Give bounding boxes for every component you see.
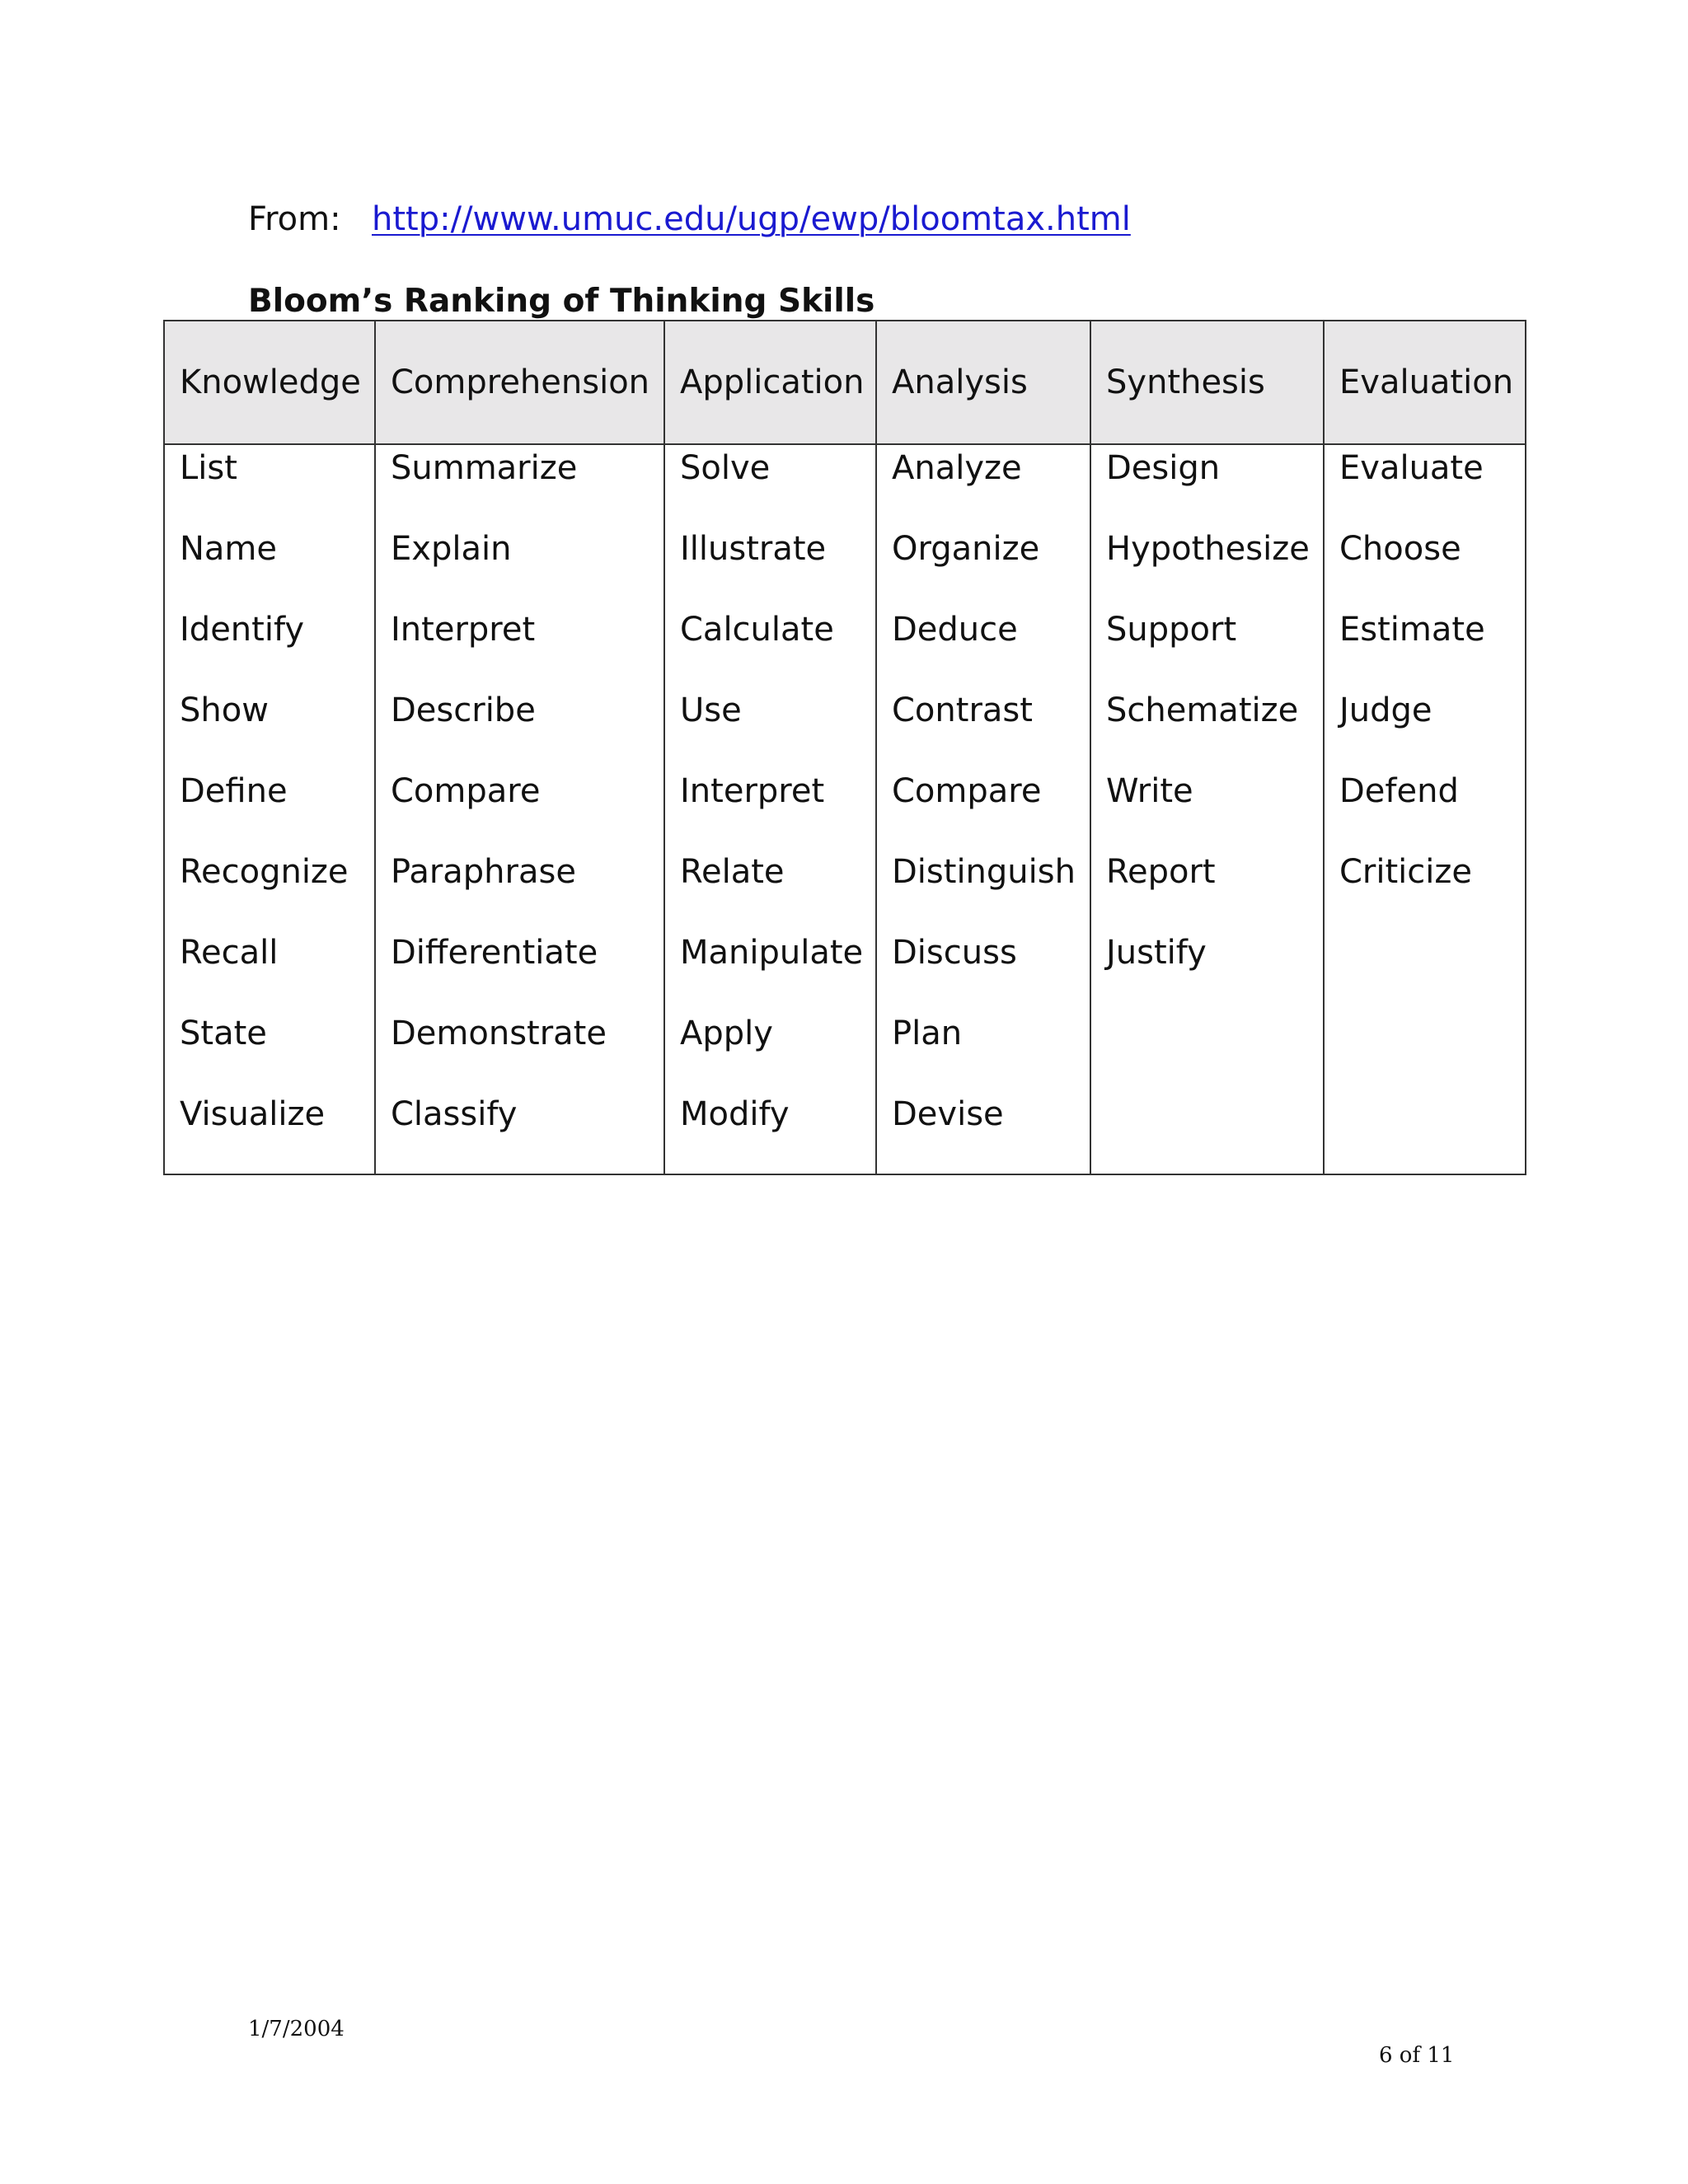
skill-word: Estimate bbox=[1339, 611, 1485, 649]
skill-word: Identify bbox=[180, 611, 304, 649]
skill-word: Evaluate bbox=[1339, 449, 1484, 487]
skill-word: Calculate bbox=[680, 611, 834, 649]
skill-word: Solve bbox=[680, 449, 771, 487]
knowledge-cell bbox=[164, 444, 375, 1174]
skill-word: Criticize bbox=[1339, 853, 1472, 891]
column-heading-synthesis: Synthesis bbox=[1090, 321, 1324, 444]
skill-word: Paraphrase bbox=[391, 853, 576, 891]
skill-word: Justify bbox=[1106, 934, 1207, 972]
skill-word: List bbox=[180, 449, 237, 487]
skill-word: Use bbox=[680, 691, 742, 729]
blooms-skills-table bbox=[163, 320, 1526, 1175]
skill-word: Explain bbox=[391, 530, 512, 568]
column-heading-application: Application bbox=[664, 321, 876, 444]
skill-word: Support bbox=[1106, 611, 1237, 649]
skill-word: Schematize bbox=[1106, 691, 1299, 729]
evaluation-cell bbox=[1324, 444, 1526, 1174]
skill-word: Visualize bbox=[180, 1095, 326, 1133]
skill-word: Demonstrate bbox=[391, 1015, 607, 1052]
skill-word: Contrast bbox=[892, 691, 1033, 729]
skill-word: Distinguish bbox=[892, 853, 1076, 891]
table-header-row bbox=[164, 321, 1526, 444]
synthesis-cell bbox=[1090, 444, 1324, 1174]
skill-word: Modify bbox=[680, 1095, 790, 1133]
skill-word: Relate bbox=[680, 853, 785, 891]
comprehension-cell bbox=[375, 444, 664, 1174]
table-title: Bloom’s Ranking of Thinking Skills bbox=[248, 283, 875, 320]
column-heading-evaluation: Evaluation bbox=[1324, 321, 1526, 444]
column-heading-comprehension: Comprehension bbox=[375, 321, 664, 444]
column-heading-knowledge: Knowledge bbox=[164, 321, 375, 444]
skill-word: Design bbox=[1106, 449, 1221, 487]
skill-word: Apply bbox=[680, 1015, 773, 1052]
skill-word: Illustrate bbox=[680, 530, 827, 568]
skill-word: Interpret bbox=[680, 772, 825, 810]
skill-word: Recognize bbox=[180, 853, 349, 891]
skill-word: Describe bbox=[391, 691, 536, 729]
skill-word: Choose bbox=[1339, 530, 1461, 568]
column-heading-analysis: Analysis bbox=[876, 321, 1090, 444]
skill-word: Defend bbox=[1339, 772, 1459, 810]
skill-word: Organize bbox=[892, 530, 1040, 568]
skill-word: Discuss bbox=[892, 934, 1017, 972]
analysis-cell bbox=[876, 444, 1090, 1174]
skill-word: Devise bbox=[892, 1095, 1004, 1133]
skill-word: State bbox=[180, 1015, 267, 1052]
skill-word: Classify bbox=[391, 1095, 518, 1133]
skill-word: Interpret bbox=[391, 611, 536, 649]
footer-date: 1/7/2004 bbox=[248, 2017, 345, 2041]
page-number: 6 of 11 bbox=[1379, 2043, 1455, 2068]
skill-word: Compare bbox=[892, 772, 1042, 810]
skill-word: Summarize bbox=[391, 449, 578, 487]
source-link[interactable]: http://www.umuc.edu/ugp/ewp/bloomtax.html bbox=[372, 200, 1131, 238]
source-line bbox=[248, 196, 1131, 242]
skill-word: Differentiate bbox=[391, 934, 598, 972]
skill-word: Plan bbox=[892, 1015, 963, 1052]
skill-word: Name bbox=[180, 530, 278, 568]
skill-word: Hypothesize bbox=[1106, 530, 1310, 568]
skill-word: Manipulate bbox=[680, 934, 864, 972]
skill-word: Recall bbox=[180, 934, 279, 972]
skill-word: Compare bbox=[391, 772, 541, 810]
table-body-row bbox=[164, 444, 1526, 1174]
skill-word: Write bbox=[1106, 772, 1193, 810]
from-label: From: bbox=[248, 200, 341, 238]
skill-word: Report bbox=[1106, 853, 1216, 891]
skill-word: Define bbox=[180, 772, 288, 810]
skill-word: Judge bbox=[1339, 691, 1432, 729]
skill-word: Analyze bbox=[892, 449, 1022, 487]
application-cell bbox=[664, 444, 876, 1174]
skill-word: Show bbox=[180, 691, 269, 729]
skill-word: Deduce bbox=[892, 611, 1018, 649]
